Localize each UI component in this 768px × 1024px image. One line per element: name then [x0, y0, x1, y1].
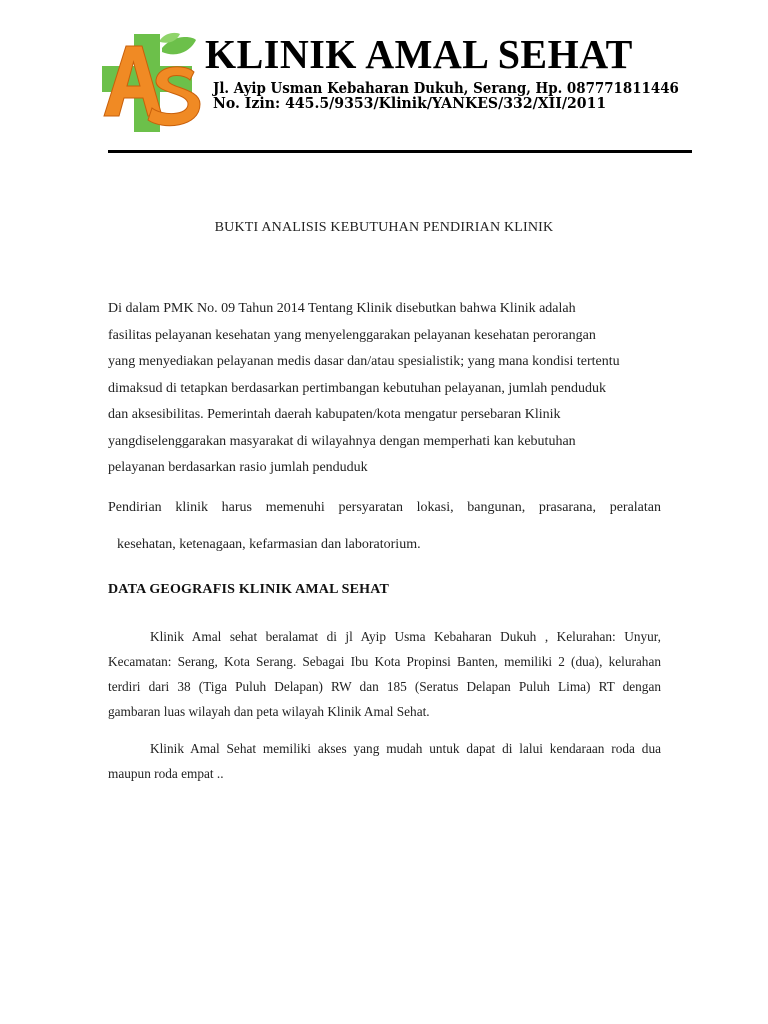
paragraph-line: dan aksesibilitas. Pemerintah daerah kabupaten/kota mengatur persebaran Klinik — [108, 407, 561, 422]
clinic-address: Jl. Ayip Usman Kebaharan Dukuh, Serang, Hp. 087771811446 — [213, 80, 679, 97]
paragraph-location — [108, 624, 661, 724]
paragraph-requirements-line2: kesehatan, ketenagaan, kefarmasian dan laboratorium. — [117, 537, 421, 552]
paragraph-line: Klinik Amal sehat beralamat di jl Ayip Usma Kebaharan Dukuh , Kelurahan: Unyur, — [150, 629, 661, 644]
clinic-license-number: No. Izin: 445.5/9353/Klinik/YANKES/332/XII/2011 — [213, 95, 607, 112]
letterhead-divider — [108, 150, 692, 153]
paragraph-line: fasilitas pelayanan kesehatan yang menyelenggarakan pelayanan kesehatan perorangan — [108, 327, 596, 343]
paragraph-access — [108, 736, 661, 786]
paragraph-line: Kecamatan: Serang, Kota Serang. Sebagai Ibu Kota Propinsi Banten, memiliki 2 (dua), kelurahan — [108, 654, 661, 669]
paragraph-line: dimaksud di tetapkan berdasarkan pertimbangan kebutuhan pelayanan, jumlah penduduk — [108, 380, 607, 396]
paragraph-line: Klinik Amal Sehat memiliki akses yang mudah untuk dapat di lalui kendaraan roda dua — [150, 741, 661, 756]
paragraph-line: terdiri dari 38 (Tiga Puluh Delapan) RW dan 185 (Seratus Delapan Puluh Lima) RT dengan — [108, 679, 661, 694]
clinic-name: KLINIK AMAL SEHAT — [205, 31, 633, 77]
paragraph-line: maupun roda empat .. — [108, 766, 224, 781]
paragraph-line: pelayanan berdasarkan rasio jumlah penduduk — [108, 460, 368, 475]
document-title: BUKTI ANALISIS KEBUTUHAN PENDIRIAN KLINIK — [214, 220, 554, 235]
section-heading-geography: DATA GEOGRAFIS KLINIK AMAL SEHAT — [108, 582, 390, 597]
paragraph-pmk-definition — [108, 296, 668, 482]
paragraph-line: yangdiselenggarakan masyarakat di wilayahnya dengan memperhati kan kebutuhan — [108, 433, 576, 449]
clinic-logo — [96, 30, 202, 136]
paragraph-line: Di dalam PMK No. 09 Tahun 2014 Tentang Klinik disebutkan bahwa Klinik adalah — [108, 301, 576, 316]
paragraph-requirements-line1: Pendirian klinik harus memenuhi persyaratan lokasi, bangunan, prasarana, peralatan — [108, 500, 661, 515]
paragraph-line: gambaran luas wilayah dan peta wilayah Klinik Amal Sehat. — [108, 704, 430, 719]
paragraph-line: yang menyediakan pelayanan medis dasar dan/atau spesialistik; yang mana kondisi tertentu — [108, 354, 620, 369]
